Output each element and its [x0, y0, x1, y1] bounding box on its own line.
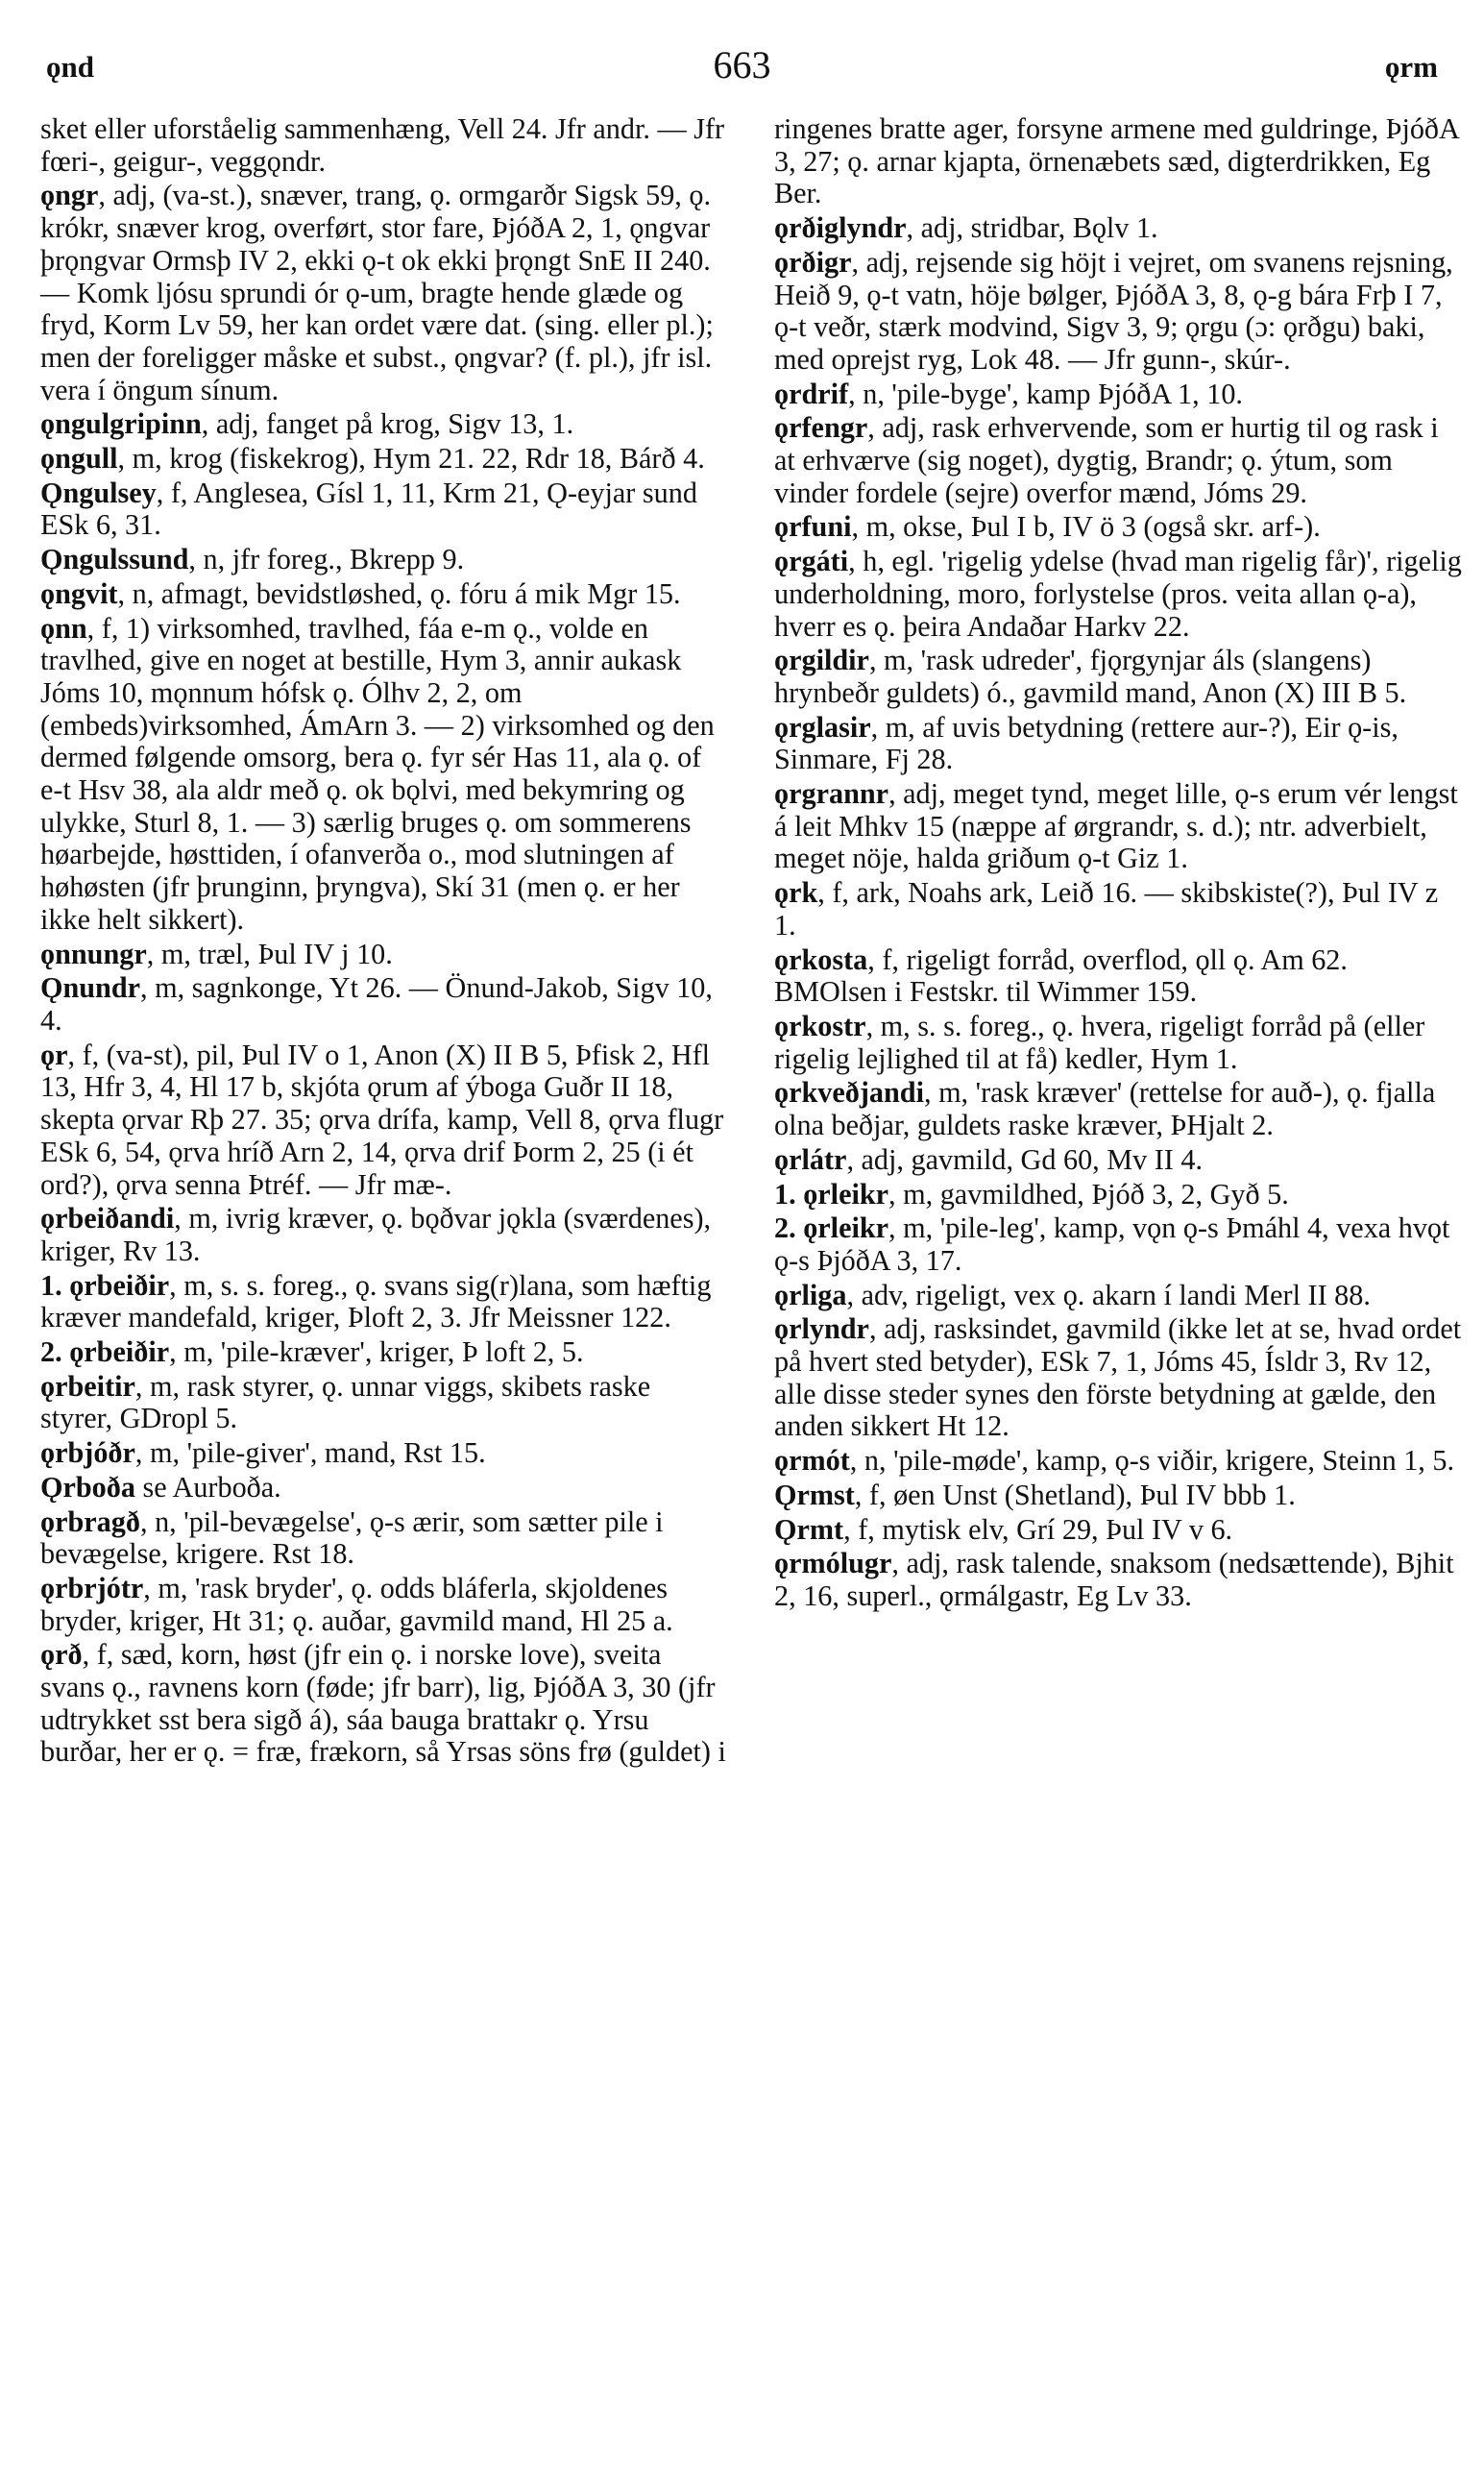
headword: ǫrdrif: [774, 377, 849, 410]
dictionary-entry: [40, 1040, 728, 1202]
headword: ǫrkosta: [774, 942, 868, 976]
definition: , m, s. s. foreg., ǫ. svans sig(r)lana, som hæftig kræver mandefald, kriger, Þloft 2, 3. Jfr Meissner 122.: [40, 1268, 712, 1334]
headword: ǫrkostr: [774, 1009, 866, 1042]
definition: , adj, (va-st.), snæver, trang, ǫ. ormgarðr Sigsk 59, ǫ. krókr, snæver krog, overført, stor fare, ÞjóðA 2, 1, ǫngvar þrǫngvar Ormsþ IV 2, ekki ǫ-t ok ekki þrǫngt SnE II 240. — Komk ljósu sprundi ór ǫ-um, bragte hende glæde og fryd, Korm Lv 59, her kan ordet være dat. (sing. eller pl.); men der foreligger måske et subst., ǫngvar? (f. pl.), jfr isl. vera í öngum sínum.: [40, 179, 714, 406]
dictionary-entry: [40, 972, 728, 1037]
headword: Ǫnundr: [40, 971, 141, 1005]
definition: , n, afmagt, bevidstløshed, ǫ. fóru á mik Mgr 15.: [117, 576, 681, 610]
header-last-word: ǫrm: [1384, 50, 1438, 84]
dictionary-entry: [40, 408, 728, 441]
dictionary-entry: [40, 443, 728, 476]
definition: , adv, rigeligt, vex ǫ. akarn í landi Merl II 88.: [846, 1278, 1371, 1311]
definition: , m, træl, Þul IV j 10.: [146, 937, 393, 970]
header-first-word: ǫnd: [46, 50, 94, 84]
definition: , n, 'pil-bevægelse', ǫ-s ærir, som sætter pile i bevægelse, krigere. Rst 18.: [40, 1505, 664, 1571]
definition: , f, mytisk elv, Grí 29, Þul IV v 6.: [843, 1512, 1233, 1546]
definition: , m, 'rask kræver' (rettelse for auð-), ǫ. fjalla olna beðjar, guldets raske kræver, ÞHjalt 2.: [774, 1076, 1436, 1142]
headword: Ǫrboða: [40, 1470, 135, 1504]
dictionary-entry: [774, 645, 1462, 709]
definition: , f, ark, Noahs ark, Leið 16. — skibskiste(?), Þul IV z 1.: [774, 876, 1439, 942]
headword: ǫrð: [40, 1638, 83, 1672]
dictionary-entry: [774, 511, 1462, 544]
headword: ǫngulgripinn: [40, 407, 202, 441]
definition: , m, rask styrer, ǫ. unnar viggs, skibets raske styrer, GDropl 5.: [40, 1369, 651, 1435]
headword: ǫrmólugr: [774, 1547, 892, 1580]
right-column: [774, 113, 1462, 1615]
headword: ǫngull: [40, 442, 118, 476]
headword: ǫrmót: [774, 1444, 850, 1478]
dictionary-entry: [40, 1336, 728, 1369]
definition: , m, 'pile-leg', kamp, vǫn ǫ-s Þmáhl 4, vexa hvǫt ǫ-s ÞjóðA 3, 17.: [774, 1211, 1450, 1277]
dictionary-entry: [40, 1203, 728, 1267]
definition: se Aurboða.: [134, 1470, 281, 1504]
dictionary-entry: [40, 544, 728, 576]
headword: 2. ǫrbeiðir: [40, 1335, 170, 1369]
headword: ǫngr: [40, 179, 99, 212]
definition: , m, sagnkonge, Yt 26. — Önund-Jakob, Sigv 10, 4.: [40, 971, 713, 1037]
headword: ǫrglasir: [774, 710, 871, 744]
headword: ǫr: [40, 1038, 68, 1071]
headword: ǫrkveðjandi: [774, 1076, 924, 1110]
left-column: [40, 113, 728, 1771]
headword: 1. ǫrleikr: [774, 1177, 889, 1211]
definition: , f, rigeligt forråd, overflod, ǫll ǫ. Am 62. BMOlsen i Festskr. til Wimmer 159.: [774, 942, 1348, 1009]
definition: , m, af uvis betydning (rettere aur-?), Eir ǫ-is, Sinmare, Fj 28.: [774, 710, 1399, 776]
headword: ǫrbeitir: [40, 1369, 135, 1403]
definition: , h, egl. 'rigelig ydelse (hvad man rigelig får)', rigelig underholdning, moro, forlystelse (pros. veita allan ǫ-a), hverr es ǫ. þeira Andaðar Harkv 22.: [774, 545, 1462, 643]
headword: ǫnn: [40, 611, 87, 645]
definition: , m, 'rask bryder', ǫ. odds bláferla, skjoldenes bryder, kriger, Ht 31; ǫ. auðar, gavmild mand, Hl 25 a.: [40, 1571, 673, 1637]
headword: 2. ǫrleikr: [774, 1211, 889, 1245]
headword: ǫrgáti: [774, 545, 849, 578]
definition: , adj, stridbar, Bǫlv 1.: [906, 211, 1158, 245]
definition: , adj, rasksindet, gavmild (ikke let at se, hvad ordet på hvert sted betyder), ESk 7, 1, Jóms 45, Ísldr 3, Rv 12, alle disse steder synes den förste betydning at gælde, den anden sikkert Ht 12.: [774, 1312, 1462, 1443]
dictionary-entry: sket eller uforståelig sammenhæng, Vell 24. Jfr andr. — Jfr fœri-, geigur-, veggǫndr.: [40, 112, 725, 178]
headword: ǫrbragð: [40, 1505, 140, 1538]
dictionary-entry: [40, 1270, 728, 1334]
headword: ǫrfengr: [774, 411, 868, 445]
dictionary-entry: [40, 939, 728, 971]
definition: , m, 'rask udreder', fjǫrgynjar áls (slangens) hrynbeðr guldets) ó., gavmild mand, Anon (X) III B 5.: [774, 644, 1407, 709]
headword: ǫnnungr: [40, 937, 147, 970]
dictionary-entry: [774, 1144, 1462, 1177]
definition: , m, 'pile-kræver', kriger, Þ loft 2, 5.: [169, 1335, 584, 1369]
dictionary-entry: [40, 1371, 728, 1435]
definition: , m, krog (fiskekrog), Hym 21. 22, Rdr 18, Bárð 4.: [117, 442, 705, 476]
headword: ǫrlyndr: [774, 1312, 869, 1346]
definition: , adj, fanget på krog, Sigv 13, 1.: [201, 407, 574, 441]
headword: ǫrliga: [774, 1278, 847, 1311]
headword: Ǫngulsey: [40, 476, 157, 509]
definition: , adj, rask talende, snaksom (nedsættende), Bjhit 2, 16, superl., ǫrmálgastr, Eg Lv 33.: [774, 1547, 1454, 1612]
headword: ǫrbeiðandi: [40, 1202, 175, 1236]
dictionary-entry: [774, 1077, 1462, 1141]
dictionary-entry: [774, 1514, 1462, 1547]
dictionary-entry: [40, 1506, 728, 1571]
definition: , f, Anglesea, Gísl 1, 11, Krm 21, Ǫ-eyjar sund ESk 6, 31.: [40, 476, 697, 542]
definition: , m, s. s. foreg., ǫ. hvera, rigeligt forråd på (eller rigelig lejlighed til at få) kedler, Hym 1.: [774, 1009, 1425, 1075]
headword: ǫrbjóðr: [40, 1436, 135, 1470]
headword: ǫngvit: [40, 576, 118, 610]
definition: , n, 'pile-møde', kamp, ǫ-s viðir, krigere, Steinn 1, 5.: [849, 1444, 1455, 1478]
definition: , m, okse, Þul I b, IV ö 3 (også skr. arf-).: [851, 510, 1321, 544]
dictionary-entry: [774, 1280, 1462, 1312]
definition: , m, gavmildhed, Þjóð 3, 2, Gyð 5.: [888, 1177, 1289, 1211]
running-header: [46, 42, 1438, 88]
dictionary-entry: [774, 247, 1462, 377]
headword: ǫrgildir: [774, 644, 869, 677]
headword: ǫrðigr: [774, 245, 852, 279]
definition: , adj, rask erhvervende, som er hurtig til og rask i at erhværve (sig noget), dygtig, Brandr; ǫ. ýtum, som vinder fordele (sejre) overfor mænd, Jóms 29.: [774, 411, 1439, 509]
dictionary-entry: [774, 1313, 1462, 1443]
dictionary-entry: [774, 212, 1462, 245]
dictionary-entry: [774, 944, 1462, 1009]
dictionary-entry: [40, 180, 728, 406]
headword: ǫrk: [774, 876, 818, 910]
definition: , n, jfr foreg., Bkrepp 9.: [188, 543, 465, 576]
dictionary-entry: [40, 1472, 728, 1505]
dictionary-entry: ringenes bratte ager, forsyne armene med guldringe, ÞjóðA 3, 27; ǫ. arnar kjapta, örnenæbets sæd, digterdrikken, Eg Ber.: [774, 112, 1459, 210]
dictionary-entry: [774, 546, 1462, 643]
definition: , f, sæd, korn, høst (jfr ein ǫ. i norske love), sveita svans ǫ., ravnens korn (føde; jfr barr), lig, ÞjóðA 3, 30 (jfr udtrykket sst bera sigð á), sáa bauga brattakr ǫ. Yrsu burðar, her er ǫ. = fræ, frækorn, så Yrsas söns frø (guldet) i: [40, 1638, 726, 1769]
dictionary-entry: [774, 1212, 1462, 1277]
dictionary-entry: [40, 1573, 728, 1637]
dictionary-entry: [774, 712, 1462, 776]
dictionary-entry: [774, 1480, 1462, 1512]
headword: ǫrfuni: [774, 510, 852, 544]
definition: , f, (va-st), pil, Þul IV o 1, Anon (X) II B 5, Þfisk 2, Hfl 13, Hfr 3, 4, Hl 17 b, skjóta ǫrum af ýboga Guðr II 18, skepta ǫrvar Rþ 27. 35; ǫrva drífa, kamp, Vell 8, ǫrva flugr ESk 6, 54, ǫrva hríð Arn 2, 14, ǫrva drif Þorm 2, 25 (i ét ord?), ǫrva senna Þtréf. — Jfr mæ-.: [40, 1038, 724, 1201]
headword: 1. ǫrbeiðir: [40, 1268, 170, 1302]
dictionary-entry: [774, 1445, 1462, 1478]
dictionary-entry: [774, 877, 1462, 942]
dictionary-entry: [40, 578, 728, 611]
dictionary-entry: [774, 1179, 1462, 1211]
definition: , f, øen Unst (Shetland), Þul IV bbb 1.: [854, 1478, 1296, 1511]
headword: Ǫrmt: [774, 1512, 844, 1546]
definition: , n, 'pile-byge', kamp ÞjóðA 1, 10.: [848, 377, 1243, 410]
definition: , m, ivrig kræver, ǫ. bǫðvar jǫkla (sværdenes), kriger, Rv 13.: [40, 1202, 712, 1267]
headword: ǫrðiglyndr: [774, 211, 907, 245]
dictionary-entry: [40, 613, 728, 937]
definition: , f, 1) virksomhed, travlhed, fáa e-m ǫ., volde en travlhed, give en noget at bestille, Hym 3, annir aukask Jóms 10, mǫnnum hófsk ǫ. Ólhv 2, 2, om (embeds)virksomhed, ÁmArn 3. — 2) virksomhed og den dermed følgende omsorg, bera ǫ. fyr sér Has 11, ala ǫ. of e-t Hsv 38, ala aldr með ǫ. ok bǫlvi, med bekymring og ulykke, Sturl 8, 1. — 3) særlig bruges ǫ. om sommerens høarbejde, høsttiden, í ofanverða o., mod slutningen af høhøsten (jfr þrunginn, þryngva), Skí 31 (men ǫ. er her ikke helt sikkert).: [40, 611, 715, 936]
dictionary-entry: [40, 1639, 728, 1769]
definition: , adj, meget tynd, meget lille, ǫ-s erum vér lengst á leit Mhkv 15 (næppe af ørgrandr, s. d.); ntr. adverbielt, meget nöje, halda griðum ǫ-t Giz 1.: [774, 777, 1458, 875]
definition: , m, 'pile-giver', mand, Rst 15.: [134, 1436, 486, 1470]
definition: , adj, rejsende sig höjt i vejret, om svanens rejsning, Heið 9, ǫ-t vatn, höje bølger, ÞjóðA 3, 8, ǫ-g bára Frþ I 7, ǫ-t veðr, stærk modvind, Sigv 3, 9; ǫrgu (ɔ: ǫrðgu) baki, med oprejst ryg, Lok 48. — Jfr gunn-, skúr-.: [774, 245, 1453, 376]
headword: Ǫrmst: [774, 1478, 855, 1511]
dictionary-entry: [774, 1011, 1462, 1075]
definition: , adj, gavmild, Gd 60, Mv II 4.: [846, 1142, 1204, 1176]
dictionary-entry: [774, 1548, 1462, 1612]
headword: ǫrbrjótr: [40, 1571, 144, 1604]
headword: Ǫngulssund: [40, 543, 189, 576]
dictionary-entry: [774, 412, 1462, 509]
page-number: 663: [713, 43, 771, 86]
dictionary-entry: [40, 1437, 728, 1470]
headword: ǫrgrannr: [774, 777, 889, 811]
headword: ǫrlátr: [774, 1142, 847, 1176]
dictionary-entry: [774, 778, 1462, 875]
dictionary-entry: [774, 379, 1462, 411]
dictionary-entry: [40, 477, 728, 542]
